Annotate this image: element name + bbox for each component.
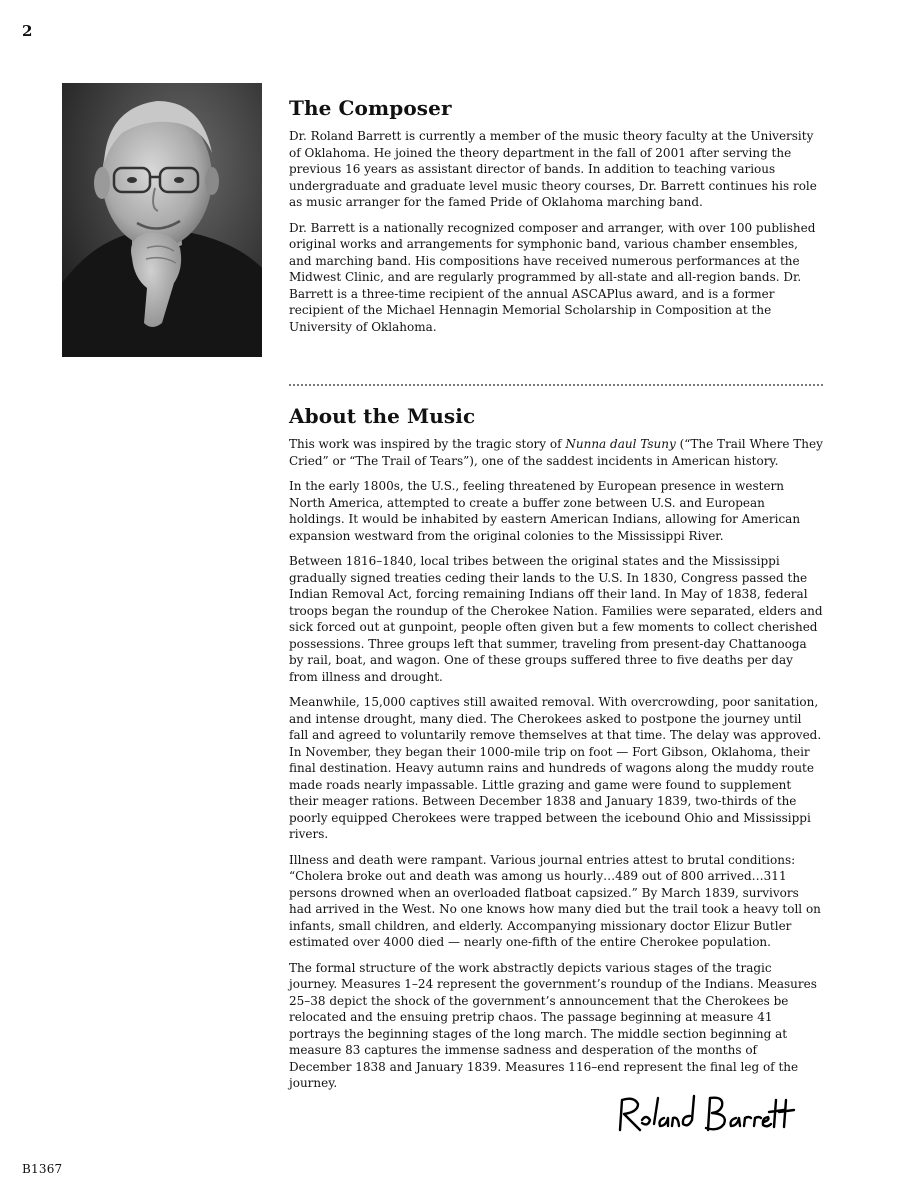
about-music-section xyxy=(289,404,823,1101)
section-divider xyxy=(289,384,823,386)
music-paragraph: In the early 1800s, the U.S., feeling threatened by European presence in western North America, attempted to create a buffer zone between U.S. and European holdings. It would be inhabited by eastern American Indians, allowing for American expansion westward from the original colonies to the Mississippi River. xyxy=(289,479,801,543)
music-paragraph: Between 1816–1840, local tribes between the original states and the Mississippi gradually signed treaties ceding their lands to the U.S. In 1830, Congress passed the Indian Removal Act, forcing remaining Indians off their land. In May of 1838, federal troops began the roundup of the Cherokee Nation. Families were separated, elders and sick forced out at gunpoint, people often given but a few moments to collect cherished possessions. Three groups left that summer, traveling from present-day Chattanooga by rail, boat, and wagon. One of these groups suffered three to five deaths per day from illness and drought. xyxy=(289,554,823,684)
intro-text-before: This work was inspired by the tragic story of xyxy=(289,437,566,451)
composer-section xyxy=(289,96,823,344)
music-paragraph: Meanwhile, 15,000 captives still awaited removal. With overcrowding, poor sanitation, and intense drought, many died. The Cherokees asked to postpone the journey until fall and agreed to voluntarily remove themselves at that time. The delay was approved. In November, they began their 1000-mile trip on foot — Fort Gibson, Oklahoma, their final destination. Heavy autumn rains and hundreds of wagons along the muddy route made roads nearly impassable. Little grazing and game were found to supplement their meager rations. Between December 1838 and January 1839, two-thirds of the poorly equipped Cherokees were trapped between the icebound Ohio and Mississippi rivers. xyxy=(289,695,822,841)
music-paragraph: Illness and death were rampant. Various journal entries attest to brutal conditions: “Cholera broke out and death was among us hourly…489 out of 800 arrived…311 persons drowned when an overloaded flatboat capsized.” By March 1839, survivors had arrived in the West. No one knows how many died but the trail took a heavy toll on infants, small children, and elderly. Accompanying missionary doctor Elizur Butler estimated over 4000 died — nearly one-fifth of the entire Cherokee population. xyxy=(289,852,821,949)
page-number: 2 xyxy=(22,22,33,40)
composer-heading: The Composer xyxy=(289,96,452,120)
intro-title-italic: Nunna daul Tsuny xyxy=(565,437,676,451)
music-intro-paragraph xyxy=(289,436,823,469)
composer-photo xyxy=(62,83,262,357)
intro-text-after: (“The Trail Where They Cried” or “The Trail of Tears”), one of the saddest incidents in American history. xyxy=(289,437,823,468)
signature xyxy=(612,1090,797,1140)
composer-paragraph: Dr. Barrett is a nationally recognized composer and arranger, with over 100 published original works and arrangements for symphonic band, various chamber ensembles, and marching band. His compositions have received numerous performances at the Midwest Clinic, and are regularly programmed by all-state and all-region bands. Dr. Barrett is a three-time recipient of the annual ASCAPlus award, and is a former recipient of the Michael Hennagin Memorial Scholarship in Composition at the University of Oklahoma. xyxy=(289,220,816,334)
footer-code: B1367 xyxy=(22,1162,63,1176)
about-music-heading: About the Music xyxy=(289,404,476,428)
composer-paragraph: Dr. Roland Barrett is currently a member of the music theory faculty at the University of Oklahoma. He joined the theory department in the fall of 2001 after serving the previous 16 years as assistant director of bands. In addition to teaching various undergraduate and graduate level music theory courses, Dr. Barrett continues his role as music arranger for the famed Pride of Oklahoma marching band. xyxy=(289,129,817,209)
music-paragraph: The formal structure of the work abstractly depicts various stages of the tragic journey. Measures 1–24 represent the government’s roundup of the Indians. Measures 25–38 depict the shock of the government’s announcement that the Cherokees be relocated and the ensuing pretrip chaos. The passage beginning at measure 41 portrays the beginning stages of the long march. The middle section beginning at measure 83 captures the immense sadness and desperation of the months of December 1838 and January 1839. Measures 116–end represent the final leg of the journey. xyxy=(289,960,817,1090)
